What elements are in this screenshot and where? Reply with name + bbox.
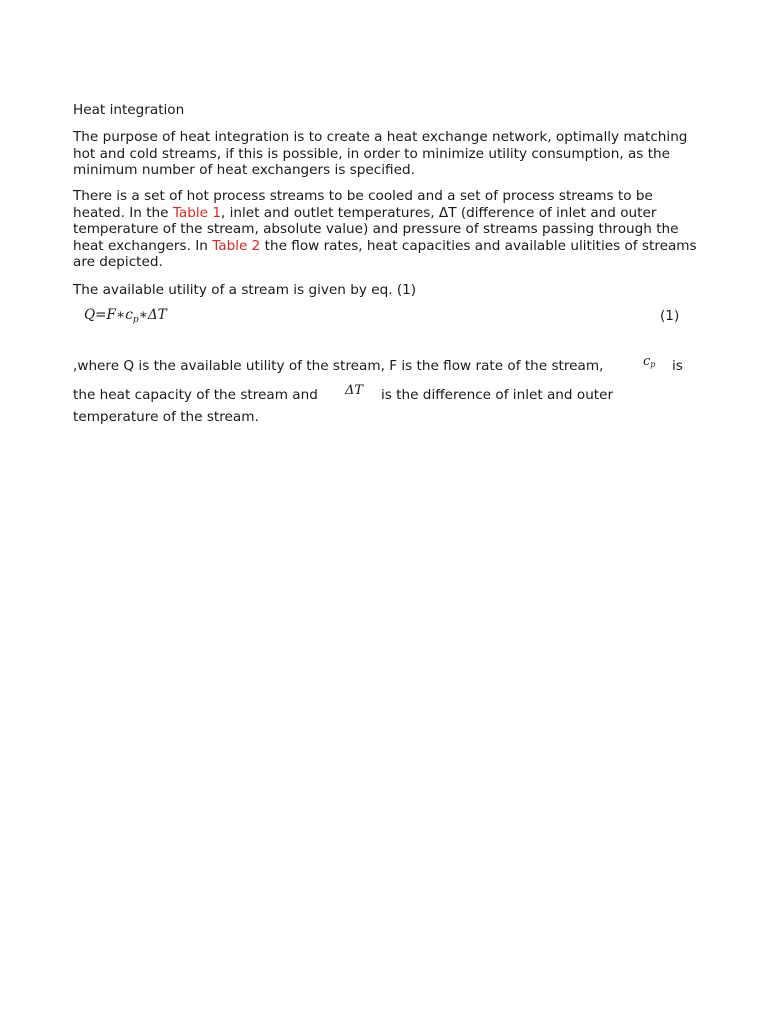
where-line-3: temperature of the stream. [73,409,259,425]
cp-symbol-c: c [643,354,651,369]
table-2-link[interactable]: Table 2 [212,237,261,254]
paragraph-streams [73,188,698,271]
heading: Heat integration [73,102,185,118]
where-line-2-end: is the difference of inlet and outer [381,387,614,403]
equation-sub: p [132,315,139,325]
cp-symbol-sub: p [650,360,656,369]
equation-rhs: ∗ΔT [138,307,167,323]
where-line-1-end: is [672,358,683,374]
where-line-2-start: the heat capacity of the stream and [73,387,318,403]
equation-number: (1) [660,308,680,324]
paragraph-streams-text-3: the flow rates, heat capacities and available ulitities of streams are depicted. [73,237,697,270]
where-line-1: ,where Q is the available utility of the stream, F is the flow rate of the stream, [73,358,604,374]
paragraph-streams-text-1: There is a set of hot process streams to be cooled and a set of process streams to be heated. In the [73,188,653,221]
paragraph-purpose: The purpose of heat integration is to create a heat exchange network, optimally matching hot and cold streams, if this is possible, in order to minimize utility consumption, as the minimum number of heat exchangers is specified. [73,129,688,178]
table-1-link[interactable]: Table 1 [172,204,221,221]
delta-t-symbol: ΔT [345,383,364,398]
equation-lhs: Q=F∗c [84,307,133,323]
cp-symbol [643,354,655,369]
equation-1 [84,307,167,325]
paragraph-streams-text-2: , inlet and outlet temperatures, ΔT (difference of inlet and outer temperature of the stream, absolute value) and pressure of streams passing through the heat exchangers. In [73,204,679,254]
paragraph-utility-intro: The available utility of a stream is given by eq. (1) [73,282,417,298]
